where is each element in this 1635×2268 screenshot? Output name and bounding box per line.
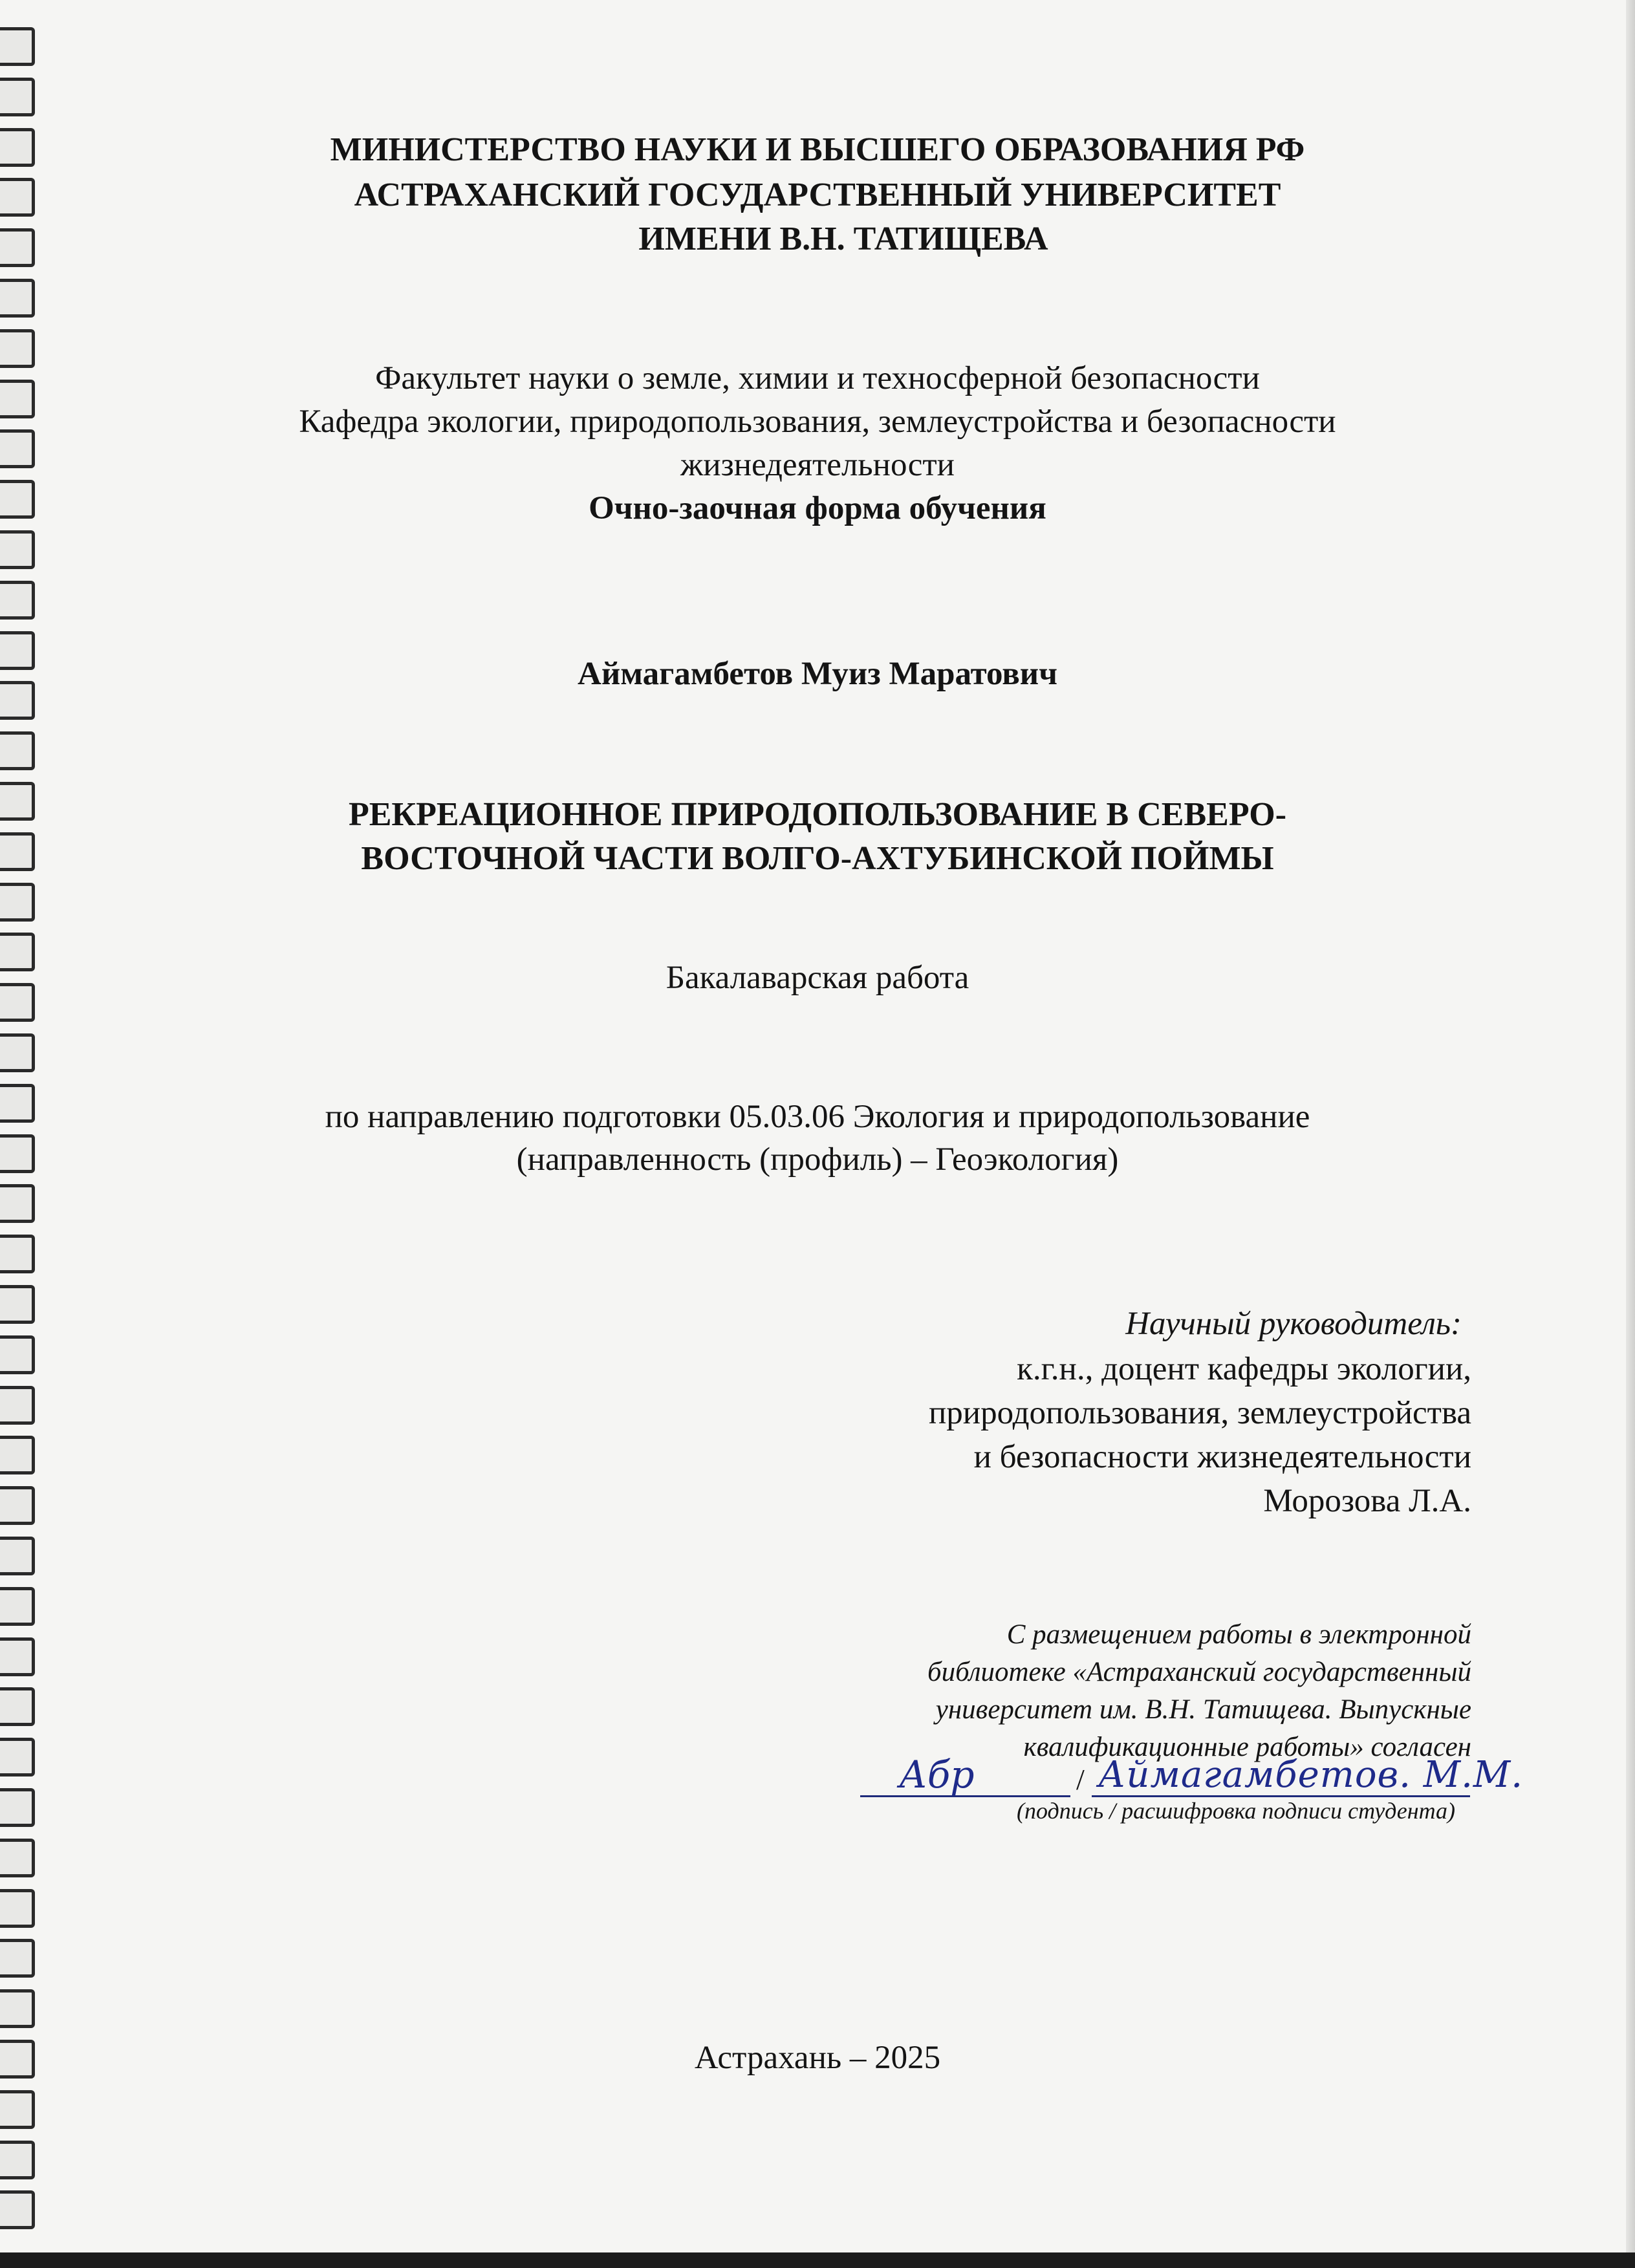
supervisor-label: Научный руководитель: xyxy=(1125,1306,1462,1342)
binding-ring xyxy=(0,1335,35,1374)
binding-ring xyxy=(0,1587,35,1626)
binding-ring xyxy=(0,1989,35,2028)
binding-ring xyxy=(0,731,35,770)
study-form: Очно-заочная форма обучения xyxy=(589,490,1046,526)
binding-ring xyxy=(0,1889,35,1928)
binding-ring xyxy=(0,27,35,66)
department-name-cont: жизнедеятельности xyxy=(680,447,955,483)
work-type: Бакалаварская работа xyxy=(666,960,969,996)
consent-text-1: С размещением работы в электронной xyxy=(1006,1619,1471,1650)
binding-ring xyxy=(0,1486,35,1525)
binding-ring xyxy=(0,1184,35,1223)
binding-ring xyxy=(0,2141,35,2179)
study-profile: (направленность (профиль) – Геоэкология) xyxy=(516,1141,1119,1178)
supervisor-department-cont: и безопасности жизнедеятельности xyxy=(973,1439,1471,1475)
study-direction: по направлению подготовки 05.03.06 Экология и природопользование xyxy=(325,1099,1310,1135)
supervisor-name: Морозова Л.А. xyxy=(1263,1483,1471,1519)
university-title: АСТРАХАНСКИЙ ГОСУДАРСТВЕННЫЙ УНИВЕРСИТЕТ xyxy=(354,177,1281,213)
binding-ring xyxy=(0,2090,35,2129)
binding-ring xyxy=(0,530,35,569)
consent-text-3: университет им. В.Н. Татищева. Выпускные xyxy=(935,1694,1471,1725)
binding-ring xyxy=(0,1738,35,1777)
consent-text-4: квалификационные работы» согласен xyxy=(1023,1732,1471,1762)
supervisor-position: к.г.н., доцент кафедры экологии, xyxy=(1017,1351,1471,1387)
city-year: Астрахань – 2025 xyxy=(694,2040,941,2076)
binding-ring xyxy=(0,1033,35,1072)
binding-ring xyxy=(0,1386,35,1425)
signature-decoding: Аймагамбетов. М.М. xyxy=(1098,1754,1524,1796)
binding-ring xyxy=(0,1687,35,1726)
binding-ring xyxy=(0,1537,35,1575)
binding-ring xyxy=(0,1436,35,1474)
department-name: Кафедра экологии, природопользования, землеустройства и безопасности xyxy=(299,404,1336,440)
signature-separator: / xyxy=(1076,1763,1085,1796)
student-signature: Абр xyxy=(899,1753,975,1797)
binding-ring xyxy=(0,581,35,620)
binding-ring xyxy=(0,1285,35,1324)
thesis-title-cont: ВОСТОЧНОЙ ЧАСТИ ВОЛГО-АХТУБИНСКОЙ ПОЙМЫ xyxy=(361,840,1274,877)
author-name: Аймагамбетов Муиз Маратович xyxy=(578,656,1057,692)
signature-caption: (подпись / расшифровка подписи студента) xyxy=(1017,1798,1455,1824)
faculty-name: Факультет науки о земле, химии и техносферной безопасности xyxy=(375,360,1260,396)
ministry-title: МИНИСТЕРСТВО НАУКИ И ВЫСШЕГО ОБРАЗОВАНИЯ РФ xyxy=(330,131,1305,168)
binding-ring xyxy=(0,1637,35,1676)
thesis-title: РЕКРЕАЦИОННОЕ ПРИРОДОПОЛЬЗОВАНИЕ В СЕВЕРО- xyxy=(348,796,1287,833)
binding-ring xyxy=(0,279,35,318)
binding-ring xyxy=(0,1235,35,1273)
binding-ring xyxy=(0,1939,35,1978)
consent-text-2: библиотеке «Астраханский государственный xyxy=(927,1657,1471,1687)
university-name: ИМЕНИ В.Н. ТАТИЩЕВА xyxy=(638,221,1048,257)
binding-ring xyxy=(0,1839,35,1877)
binding-ring xyxy=(0,883,35,922)
supervisor-department: природопользования, землеустройства xyxy=(928,1395,1471,1431)
scan-border xyxy=(0,2252,1635,2268)
binding-ring xyxy=(0,1788,35,1827)
binding-ring xyxy=(0,78,35,116)
binding-ring xyxy=(0,2190,35,2229)
